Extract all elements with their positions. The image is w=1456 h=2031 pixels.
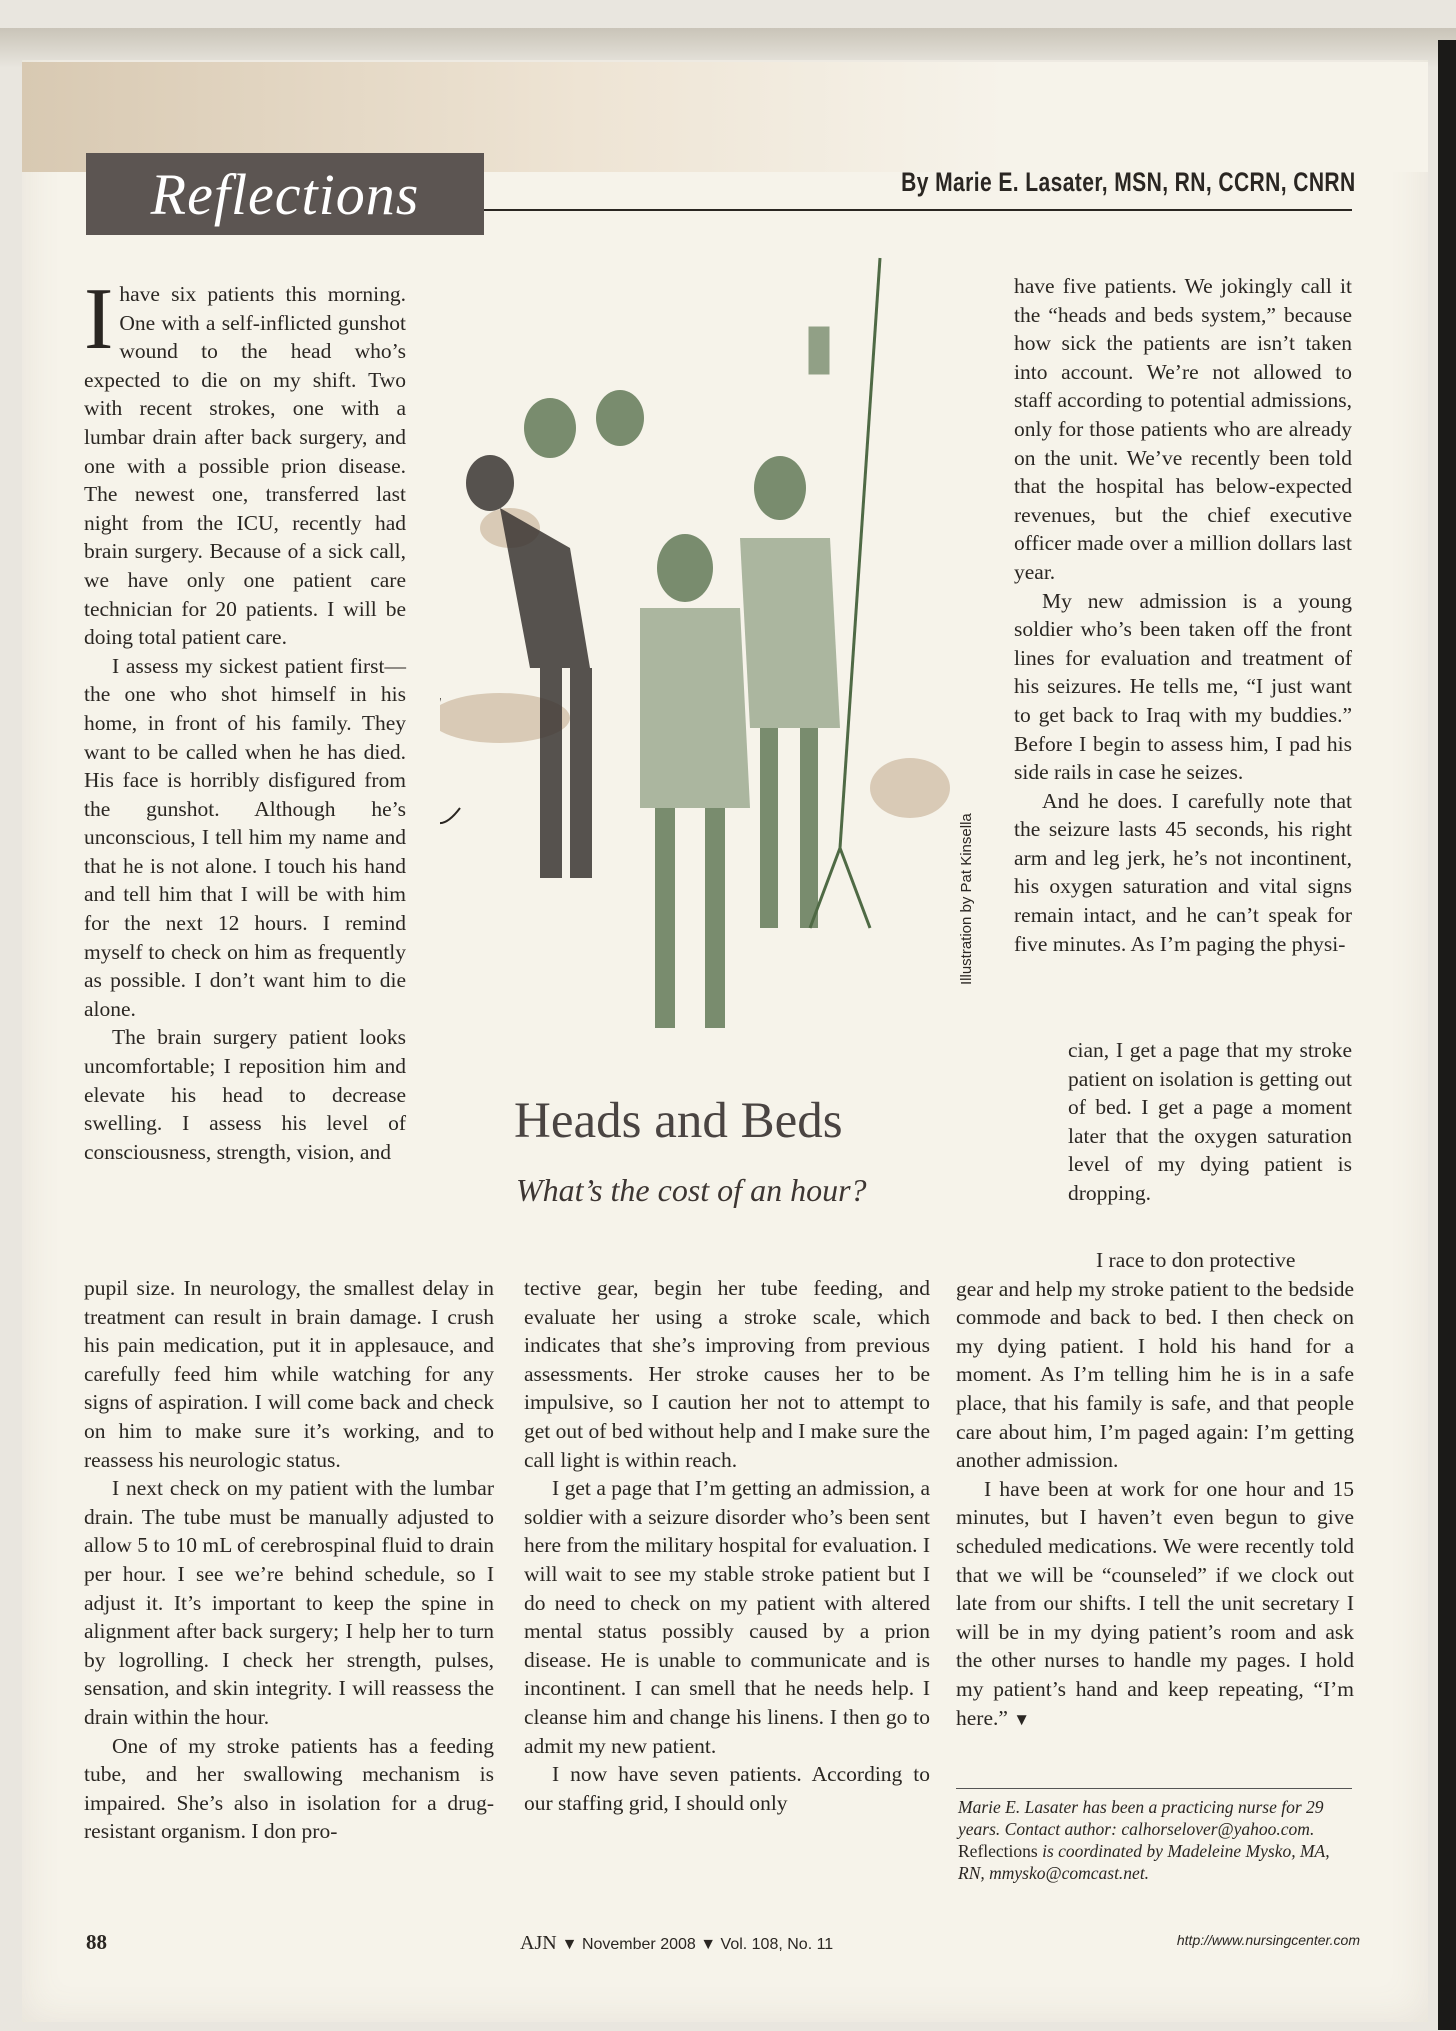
paragraph bbox=[956, 1475, 1354, 1734]
author-bio bbox=[958, 1796, 1354, 1884]
footer-url: http://www.nursingcenter.com bbox=[1176, 1932, 1360, 1948]
page-number: 88 bbox=[86, 1930, 107, 1954]
column-1-bottom bbox=[84, 1274, 494, 1846]
byline: By Marie E. Lasater, MSN, RN, CCRN, CNRN bbox=[901, 167, 1356, 197]
header-rule bbox=[484, 209, 1352, 211]
paragraph: The brain surgery patient looks uncomfortable; I reposition him and elevate his head to decrease swelling. I assess his level of consciousness, strength, vision, and bbox=[84, 1025, 406, 1164]
paragraph-text: I have been at work for one hour and 15 minutes, but I haven’t even begun to give scheduled medications. We were recently told that we will be “counseled” if we clock out late from our shifts. I tell the unit secretary I will be in my dying patient’s room and ask the other nurses to handle my pages. I hold my patient’s hand and keep repeating, “I’m here.” bbox=[956, 1476, 1354, 1730]
section-label-text: Reflections bbox=[150, 161, 420, 227]
illustration-credit: Illustration by Pat Kinsella bbox=[958, 813, 975, 985]
paragraph-text: have six patients this morning. One with a self-inflicted gunshot wound to the head who’s expected to die on my shift. Two with recent strokes, one with a lumbar drain after back surgery, and one with a possible prion disease. The newest one, transferred last night from the ICU, recently had brain surgery. Because of a sick call, we have only one patient care technician for 20 patients. I will be doing total patient care. bbox=[84, 282, 406, 650]
journal-footer bbox=[520, 1932, 833, 1955]
article-title: Heads and Beds bbox=[514, 1093, 843, 1149]
scan-edge bbox=[1438, 40, 1456, 2030]
paragraph: have five patients. We jokingly call it the “heads and beds system,” because how sick the patients are isn’t taken into account. We’re not allowed to staff according to potential admissions, only for those patients who are already on the unit. We’ve recently been told that the hospital has below-expected revenues, but the chief executive officer made over a million dollars last year. bbox=[1014, 274, 1352, 584]
paragraph: My new admission is a young soldier who’s been taken off the front lines for evaluation and treatment of his seizures. He tells me, “I just want to get back to Iraq with my buddies.” Before I begin to assess him, I pad his side rails in case he seizes. bbox=[1014, 588, 1352, 785]
bio-rule bbox=[956, 1788, 1352, 1789]
paragraph: One of my stroke patients has a feeding tube, and her swallowing mechanism is impaired. She’s also in isolation for a drug-resistant organism. I don pro- bbox=[84, 1733, 494, 1844]
paragraph: gear and help my stroke patient to the bedside commode and back to bed. I then check on my dying patient. I hold his hand for a moment. As I’m telling him he is in a safe place, that his family is safe, and that people care about him, I’m paged again: I’m getting another admission. bbox=[956, 1276, 1354, 1473]
paragraph: And he does. I carefully note that the seizure lasts 45 seconds, his right arm and leg jerk, he’s not incontinent, his oxygen saturation and vital signs remain intact, and he can’t speak for five minutes. As I’m paging the physi- bbox=[1014, 788, 1352, 956]
bio-section-name: Reflections bbox=[958, 1841, 1038, 1861]
column-3-bottom bbox=[956, 1246, 1354, 1734]
article-subtitle: What’s the cost of an hour? bbox=[516, 1172, 867, 1208]
paragraph bbox=[84, 271, 406, 652]
paragraph: I get a page that I’m getting an admission, a soldier with a seizure disorder who’s been sent here from the military hospital for evaluation. I will wait to see my stable stroke patient but I do need to check on my patient with altered mental status possibly caused by a prion disease. He is unable to communicate and is incontinent. I can smell that he needs help. I cleanse him and change his linens. I then go to admit my new patient. bbox=[524, 1476, 930, 1758]
paragraph: tective gear, begin her tube feeding, and evaluate her using a stroke scale, which indicates that she’s improving from previous assessments. Her stroke causes her to be impulsive, so I caution her not to attempt to get out of bed without help and I make sure the call light is within reach. bbox=[524, 1276, 931, 1472]
paragraph: cian, I get a page that my stroke patient on isolation is getting out of bed. I get a page a moment later that the oxygen saturation level of my dying patient is dropping. bbox=[1068, 1038, 1352, 1205]
column-3-top bbox=[1014, 272, 1352, 958]
paragraph-lead: I race to don protective bbox=[1096, 1248, 1296, 1272]
bio-text: Marie E. Lasater has been a practicing nurse for 29 years. Contact author: calhorselover@yahoo.com. bbox=[958, 1797, 1324, 1839]
paragraph: I assess my sickest patient first—the one who shot himself in his home, in front of his family. They want to be called when he has died. His face is horribly disfigured from the gunshot. Although he’s unconscious, I tell him my name and that he is not alone. I touch his hand and tell him that I will be with him for the next 12 hours. I remind myself to check on him as frequently as possible. I don’t want him to die alone. bbox=[84, 653, 406, 1021]
paragraph: I next check on my patient with the lumbar drain. The tube must be manually adjusted to allow 5 to 10 mL of cerebrospinal fluid to drain per hour. I see we’re behind schedule, so I adjust it. It’s important to keep the spine in alignment after back surgery; I help her to turn by logrolling. I check her strength, pulses, sensation, and skin integrity. I will reassess the drain within the hour. bbox=[84, 1476, 494, 1729]
paragraph: pupil size. In neurology, the smallest delay in treatment can result in brain damage. I crush his pain medication, put it in applesauce, and carefully feed him while watching for any signs of aspiration. I will come back and check on him to make sure it’s working, and to reassess his neurologic status. bbox=[84, 1276, 494, 1472]
journal-issue: ▼ November 2008 ▼ Vol. 108, No. 11 bbox=[561, 1936, 834, 1953]
paragraph: I now have seven patients. According to our staffing grid, I should only bbox=[524, 1762, 930, 1815]
section-label bbox=[86, 153, 484, 235]
journal-name: AJN bbox=[520, 1932, 557, 1954]
illustration-nurses bbox=[440, 248, 980, 1078]
bio-text: is coordinated by Madeleine Mysko, MA, RN, mmysko@comcast.net. bbox=[958, 1841, 1330, 1883]
column-2 bbox=[524, 1274, 930, 1817]
column-3-middle bbox=[1068, 1036, 1352, 1208]
drop-cap: I bbox=[84, 271, 114, 368]
column-1-top bbox=[84, 271, 406, 1166]
end-mark-icon: ▼ bbox=[1013, 1709, 1031, 1729]
